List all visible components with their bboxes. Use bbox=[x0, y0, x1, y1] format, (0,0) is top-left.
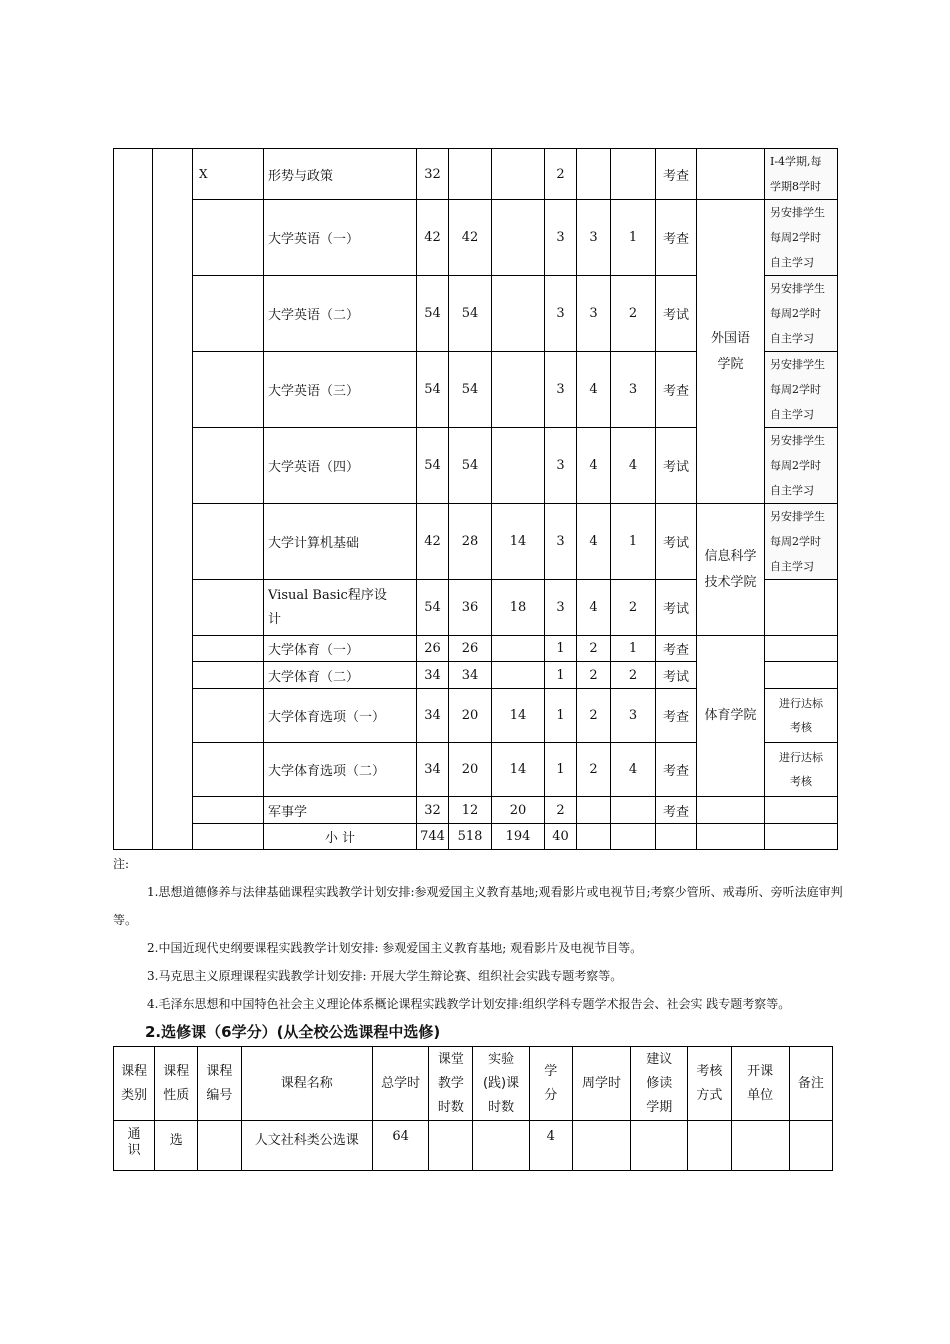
lab-hours: 14 bbox=[492, 504, 545, 580]
notes bbox=[113, 850, 843, 1018]
credit: 4 bbox=[529, 1121, 572, 1171]
term: 2 bbox=[611, 662, 656, 689]
lecture-hours: 34 bbox=[449, 662, 492, 689]
lecture-hours: 20 bbox=[449, 743, 492, 797]
remark bbox=[765, 636, 838, 662]
course-code bbox=[193, 200, 264, 276]
credit: 1 bbox=[545, 636, 577, 662]
lecture-hours bbox=[449, 149, 492, 200]
subtotal-label: 小 计 bbox=[264, 824, 417, 850]
credit: 1 bbox=[545, 689, 577, 743]
header-code: 课程 编号 bbox=[198, 1047, 241, 1121]
course-name: 大学体育（一） bbox=[264, 636, 417, 662]
total-hours: 42 bbox=[417, 504, 449, 580]
total-hours: 64 bbox=[373, 1121, 429, 1171]
remark: 另安排学生 每周2学时 自主学习 bbox=[765, 352, 838, 428]
total-hours: 26 bbox=[417, 636, 449, 662]
lab-hours bbox=[473, 1121, 529, 1171]
weekly-hours: 4 bbox=[577, 504, 611, 580]
term: 1 bbox=[611, 504, 656, 580]
weekly-hours: 3 bbox=[577, 276, 611, 352]
lecture-hours: 54 bbox=[449, 352, 492, 428]
weekly-hours: 2 bbox=[577, 636, 611, 662]
lab-hours bbox=[492, 352, 545, 428]
weekly-hours: 2 bbox=[577, 662, 611, 689]
course-code bbox=[193, 636, 264, 662]
course-code: X bbox=[193, 149, 264, 200]
lab-hours: 20 bbox=[492, 797, 545, 824]
header-row bbox=[114, 1047, 833, 1121]
exam-type: 考试 bbox=[656, 276, 697, 352]
table-row bbox=[114, 797, 838, 824]
exam-type: 考试 bbox=[656, 662, 697, 689]
header-weekly: 周学时 bbox=[572, 1047, 630, 1121]
lecture-hours: 28 bbox=[449, 504, 492, 580]
course-name: 大学体育选项（二） bbox=[264, 743, 417, 797]
lecture-hours: 54 bbox=[449, 276, 492, 352]
course-name: 形势与政策 bbox=[264, 149, 417, 200]
course-name: 大学英语（四） bbox=[264, 428, 417, 504]
course-name: 大学体育（二） bbox=[264, 662, 417, 689]
term: 2 bbox=[611, 276, 656, 352]
exam-type: 考查 bbox=[656, 149, 697, 200]
remark: 另安排学生 每周2学时 自主学习 bbox=[765, 428, 838, 504]
credit: 2 bbox=[545, 149, 577, 200]
credit: 2 bbox=[545, 797, 577, 824]
note-item: 4.毛泽东思想和中国特色社会主义理论体系概论课程实践教学计划安排:组织学科专题学术报告会、社会实 践专题考察等。 bbox=[147, 997, 791, 1011]
credit: 3 bbox=[545, 200, 577, 276]
table-row bbox=[114, 149, 838, 200]
exam-type: 考查 bbox=[656, 797, 697, 824]
subtotal-total: 744 bbox=[417, 824, 449, 850]
term: 2 bbox=[611, 580, 656, 636]
remark bbox=[765, 580, 838, 636]
course-code bbox=[193, 276, 264, 352]
lab-hours: 18 bbox=[492, 580, 545, 636]
term: 4 bbox=[611, 428, 656, 504]
offering-unit bbox=[697, 149, 765, 200]
lab-hours bbox=[492, 636, 545, 662]
header-total: 总学时 bbox=[373, 1047, 429, 1121]
total-hours: 54 bbox=[417, 428, 449, 504]
total-hours: 54 bbox=[417, 352, 449, 428]
credit: 3 bbox=[545, 580, 577, 636]
note-item: 3.马克思主义原理课程实践教学计划安排: 开展大学生辩论赛、组织社会实践专题考察等。 bbox=[147, 969, 623, 983]
offering-unit-foreign: 外国语 学院 bbox=[697, 200, 765, 504]
course-code bbox=[193, 428, 264, 504]
total-hours: 42 bbox=[417, 200, 449, 276]
course-code bbox=[193, 743, 264, 797]
lab-hours: 14 bbox=[492, 689, 545, 743]
total-hours: 34 bbox=[417, 743, 449, 797]
header-name: 课程名称 bbox=[241, 1047, 373, 1121]
remark bbox=[789, 1121, 832, 1171]
total-hours: 54 bbox=[417, 580, 449, 636]
lecture-hours: 20 bbox=[449, 689, 492, 743]
lecture-hours: 12 bbox=[449, 797, 492, 824]
remark: 另安排学生 每周2学时 自主学习 bbox=[765, 276, 838, 352]
remark: 另安排学生 每周2学时 自主学习 bbox=[765, 200, 838, 276]
offering-unit-pe: 体育学院 bbox=[697, 636, 765, 797]
note-item: 2.中国近现代史纲要课程实践教学计划安排: 参观爱国主义教育基地; 观看影片及电视节目等。 bbox=[147, 941, 643, 955]
lecture-hours: 54 bbox=[449, 428, 492, 504]
header-lab: 实验 (践)课 时数 bbox=[473, 1047, 529, 1121]
lab-hours bbox=[492, 200, 545, 276]
term bbox=[631, 1121, 688, 1171]
header-note: 备注 bbox=[789, 1047, 832, 1121]
category-cell: 通 识 bbox=[114, 1121, 155, 1171]
exam-type: 考查 bbox=[656, 352, 697, 428]
credit: 3 bbox=[545, 352, 577, 428]
section-2-title: 2.选修课（6学分）(从全校公选课程中选修) bbox=[145, 1023, 441, 1041]
weekly-hours: 2 bbox=[577, 689, 611, 743]
weekly-hours bbox=[577, 149, 611, 200]
table-row bbox=[114, 504, 838, 580]
weekly-hours: 4 bbox=[577, 428, 611, 504]
term bbox=[611, 797, 656, 824]
term: 3 bbox=[611, 689, 656, 743]
remark: I-4学期,每 学期8学时 bbox=[765, 149, 838, 200]
remark: 另安排学生 每周2学时 自主学习 bbox=[765, 504, 838, 580]
nature-cell bbox=[153, 149, 193, 850]
course-code bbox=[193, 824, 264, 850]
course-code bbox=[193, 797, 264, 824]
remark bbox=[765, 662, 838, 689]
header-nature: 课程 性质 bbox=[155, 1047, 198, 1121]
total-hours: 32 bbox=[417, 149, 449, 200]
elective-table bbox=[113, 1046, 833, 1171]
course-code bbox=[193, 580, 264, 636]
category-cell bbox=[114, 149, 153, 850]
course-name: Visual Basic程序设 计 bbox=[264, 580, 417, 636]
credit: 3 bbox=[545, 276, 577, 352]
course-name: 大学计算机基础 bbox=[264, 504, 417, 580]
header-exam: 考核 方式 bbox=[688, 1047, 731, 1121]
weekly-hours: 4 bbox=[577, 352, 611, 428]
code-cell bbox=[198, 1121, 241, 1171]
offering-unit-info: 信息科学 技术学院 bbox=[697, 504, 765, 636]
course-name: 军事学 bbox=[264, 797, 417, 824]
total-hours: 34 bbox=[417, 689, 449, 743]
total-hours: 32 bbox=[417, 797, 449, 824]
course-code bbox=[193, 689, 264, 743]
lecture-hours bbox=[429, 1121, 473, 1171]
note-item: 1.思想道德修养与法律基础课程实践教学计划安排:参观爱国主义教育基地;观看影片或电视节目;考察少管所、戒毒所、旁听法庭审判等。 bbox=[113, 885, 843, 927]
remark bbox=[765, 797, 838, 824]
course-name: 大学英语（一） bbox=[264, 200, 417, 276]
course-name: 大学英语（三） bbox=[264, 352, 417, 428]
header-unit: 开课 单位 bbox=[731, 1047, 789, 1121]
credit: 1 bbox=[545, 743, 577, 797]
weekly-hours: 4 bbox=[577, 580, 611, 636]
course-name: 大学英语（二） bbox=[264, 276, 417, 352]
exam-type: 考试 bbox=[656, 428, 697, 504]
lecture-hours: 26 bbox=[449, 636, 492, 662]
course-code bbox=[193, 352, 264, 428]
header-credit: 学 分 bbox=[529, 1047, 572, 1121]
header-term: 建议 修读 学期 bbox=[631, 1047, 688, 1121]
credit: 3 bbox=[545, 428, 577, 504]
exam-type: 考试 bbox=[656, 580, 697, 636]
course-code bbox=[193, 662, 264, 689]
total-hours: 54 bbox=[417, 276, 449, 352]
subtotal-lecture: 518 bbox=[449, 824, 492, 850]
table-row bbox=[114, 1121, 833, 1171]
subtotal-row bbox=[114, 824, 838, 850]
notes-title: 注: bbox=[113, 857, 130, 871]
nature-cell: 选 bbox=[155, 1121, 198, 1171]
exam-type: 考试 bbox=[656, 504, 697, 580]
remark: 进行达标 考核 bbox=[765, 689, 838, 743]
term bbox=[611, 149, 656, 200]
table-row bbox=[114, 636, 838, 662]
header-lecture: 课堂 教学 时数 bbox=[429, 1047, 473, 1121]
offering-unit bbox=[731, 1121, 789, 1171]
lab-hours bbox=[492, 276, 545, 352]
lecture-hours: 42 bbox=[449, 200, 492, 276]
exam-type: 考查 bbox=[656, 689, 697, 743]
lab-hours bbox=[492, 428, 545, 504]
remark: 进行达标 考核 bbox=[765, 743, 838, 797]
total-hours: 34 bbox=[417, 662, 449, 689]
course-name: 人文社科类公选课 bbox=[241, 1121, 373, 1171]
course-code bbox=[193, 504, 264, 580]
lab-hours bbox=[492, 149, 545, 200]
exam-type: 考查 bbox=[656, 743, 697, 797]
exam-type: 考查 bbox=[656, 200, 697, 276]
weekly-hours bbox=[572, 1121, 630, 1171]
exam-type bbox=[688, 1121, 731, 1171]
header-category: 课程 类别 bbox=[114, 1047, 155, 1121]
term: 1 bbox=[611, 636, 656, 662]
weekly-hours: 3 bbox=[577, 200, 611, 276]
subtotal-lab: 194 bbox=[492, 824, 545, 850]
offering-unit bbox=[697, 797, 765, 824]
lecture-hours: 36 bbox=[449, 580, 492, 636]
course-name: 大学体育选项（一） bbox=[264, 689, 417, 743]
course-plan-table bbox=[113, 148, 838, 850]
table-row bbox=[114, 200, 838, 276]
weekly-hours bbox=[577, 797, 611, 824]
weekly-hours: 2 bbox=[577, 743, 611, 797]
credit: 3 bbox=[545, 504, 577, 580]
lab-hours bbox=[492, 662, 545, 689]
subtotal-credit: 40 bbox=[545, 824, 577, 850]
term: 3 bbox=[611, 352, 656, 428]
term: 1 bbox=[611, 200, 656, 276]
exam-type: 考查 bbox=[656, 636, 697, 662]
term: 4 bbox=[611, 743, 656, 797]
lab-hours: 14 bbox=[492, 743, 545, 797]
credit: 1 bbox=[545, 662, 577, 689]
